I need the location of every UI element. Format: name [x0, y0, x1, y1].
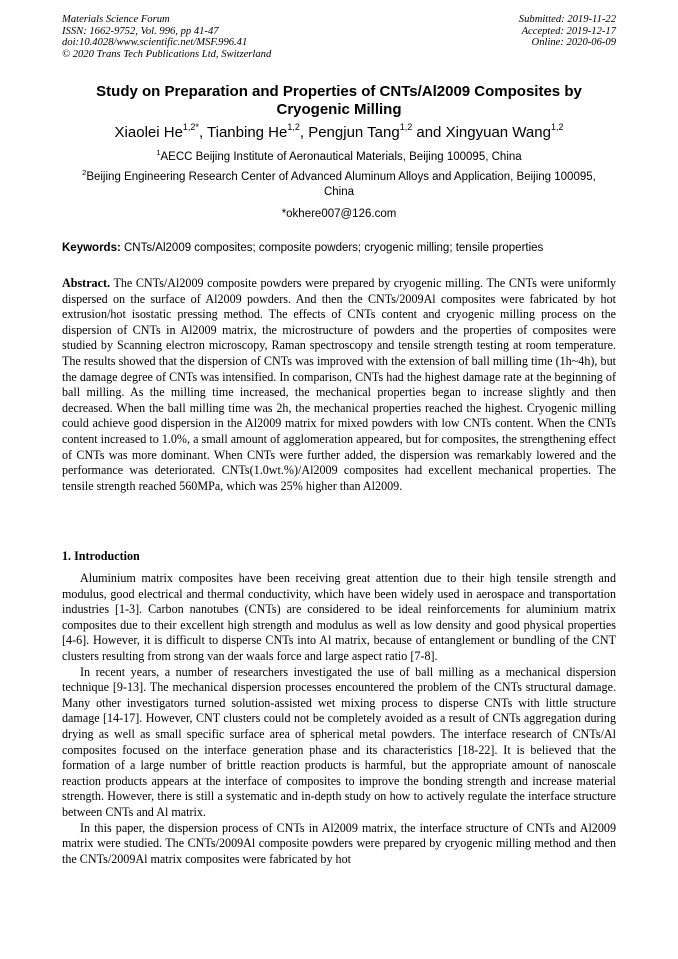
copyright-line: © 2020 Trans Tech Publications Ltd, Switzerland — [62, 48, 272, 60]
affiliation-mark: 2 — [82, 168, 87, 177]
paragraph: In this paper, the dispersion process of CNTs in Al2009 matrix, the interface structure of CNTs and Al2009 matrix were studied. The CNTs/2009Al composite powders were prepared by cryogenic milling method and then the CNTs/2009Al matrix composites were fabricated by hot — [62, 820, 616, 866]
online-date: Online: 2020-06-09 — [531, 37, 616, 49]
author-name: Tianbing He — [207, 124, 288, 141]
affiliation-mark: 1 — [156, 148, 161, 157]
affiliation-text: AECC Beijing Institute of Aeronautical Materials, Beijing 100095, China — [160, 151, 522, 163]
affiliation-1 — [62, 150, 616, 165]
abstract-text: The CNTs/Al2009 composite powders were prepared by cryogenic milling. The CNTs were uniformly dispersed on the surface of Al2009 powders. And then the CNTs/2009Al composites were fabricated by hot extrusion/hot isostatic pressing method. The effects of CNTs content and cryogenic milling process on the dispersion of CNTs in Al2009 matrix, the microstructure of powders and the properties of composites were studied by Scanning electron microscopy, Raman spectroscopy and tensile strength testing at room temperature. The results showed that the dispersion of CNTs was improved with the extension of ball milling time (1h~4h), but the damage degree of CNTs was intensified. In comparison, CNTs had the highest damage rate at the beginning of ball milling. As the milling time increased, the mechanical properties began to increase slightly and then decreased. When the ball milling time was 2h, the mechanical properties reached the highest. Cryogenic milling could achieve good dispersion in the Al2009 matrix for mixed powders with low CNTs content. When the CNTs content increased to 1.0%, a small amount of agglomeration appeared, but for composites, the strengthening effect of CNTs was more dominant. When CNTs were further added, the dispersion was remarkably lowered and the performance was deteriorated. CNTs(1.0wt.%)/Al2009 composites had excellent mechanical properties. The tensile strength reached 560MPa, which was 25% higher than Al2009. — [62, 276, 616, 493]
keywords-text: CNTs/Al2009 composites; composite powders; cryogenic milling; tensile properties — [124, 242, 544, 254]
author-affiliation-mark: 1,2 — [287, 122, 300, 132]
author-name: Xingyuan Wang — [445, 124, 551, 141]
paper-title: Study on Preparation and Properties of CNTs/Al2009 Composites by Cryogenic Milling — [96, 83, 582, 118]
author-list — [40, 124, 638, 142]
abstract — [62, 276, 616, 494]
author-separator: , — [198, 124, 208, 141]
author-affiliation-mark: 1,2 — [550, 122, 564, 132]
issn-line: ISSN: 1662-9752, Vol. 996, pp 41-47 — [62, 25, 219, 37]
paragraph: Aluminium matrix composites have been receiving great attention due to their high tensile strength and modulus, good electrical and thermal conductivity, which have been widely used in aerospace and transportation industries [1-3]. Carbon nanotubes (CNTs) are considered to be ideal reinforcements for aluminium matrix composites due to their excellent high strength and modulus as well as low density and good physical properties [4-6]. However, it is difficult to disperse CNTs into Al matrix, because of entanglement or bundling of the CNT clusters resulting from strong van der waals force and large aspect ratio [7-8]. — [62, 571, 616, 663]
submitted-date: Submitted: 2019-11-22 — [518, 14, 616, 25]
accepted-date: Accepted: 2019-12-17 — [521, 25, 616, 37]
doi-line: doi:10.4028/www.scientific.net/MSF.996.41 — [62, 37, 248, 49]
journal-header-left — [62, 14, 271, 60]
paragraph: In recent years, a number of researchers investigated the use of ball milling as a mechanical dispersion technique [9-13]. The mechanical dispersion processes encountered the problem of the CNTs structural damage. Many other investigators turned solution-assisted wet mixing process to disperse CNTs with little structure damage [14-17]. However, CNT clusters could not be completely avoided as a result of CNTs aggregation during drying as well as small specific surface area of spherical metal powders. The interface research of CNTs/Al composites focused on the interface generation phase and its characteristics [18-22]. It is believed that the formation of a large number of brittle reaction products is harmful, but the appropriate amount of nanoscale reaction products appears at the interface of composites to improve the bonding strength and increase material strength. However, there is still a systematic and in-depth study on how to actively regulate the interface structure between CNTs and Al matrix. — [62, 664, 616, 819]
journal-name: Materials Science Forum — [62, 14, 170, 25]
author-separator: and — [412, 124, 446, 141]
section-heading-introduction: 1. Introduction — [62, 549, 140, 563]
author-separator: , — [299, 124, 309, 141]
author-affiliation-mark: 1,2 — [399, 122, 413, 132]
journal-header-right — [519, 14, 616, 49]
abstract-label: Abstract. — [62, 276, 111, 290]
corresponding-email: *okhere007@126.com — [281, 208, 397, 220]
affiliation-2 — [72, 170, 606, 200]
author-name: Pengjun Tang — [308, 124, 400, 141]
keywords — [62, 241, 616, 256]
affiliation-text: Beijing Engineering Research Center of Advanced Aluminum Alloys and Application, Beijing 100095, China — [86, 171, 596, 198]
introduction-body — [62, 571, 616, 867]
keywords-label: Keywords: — [62, 242, 121, 254]
author-affiliation-mark: 1,2* — [182, 122, 199, 132]
author-name: Xiaolei He — [114, 124, 183, 141]
